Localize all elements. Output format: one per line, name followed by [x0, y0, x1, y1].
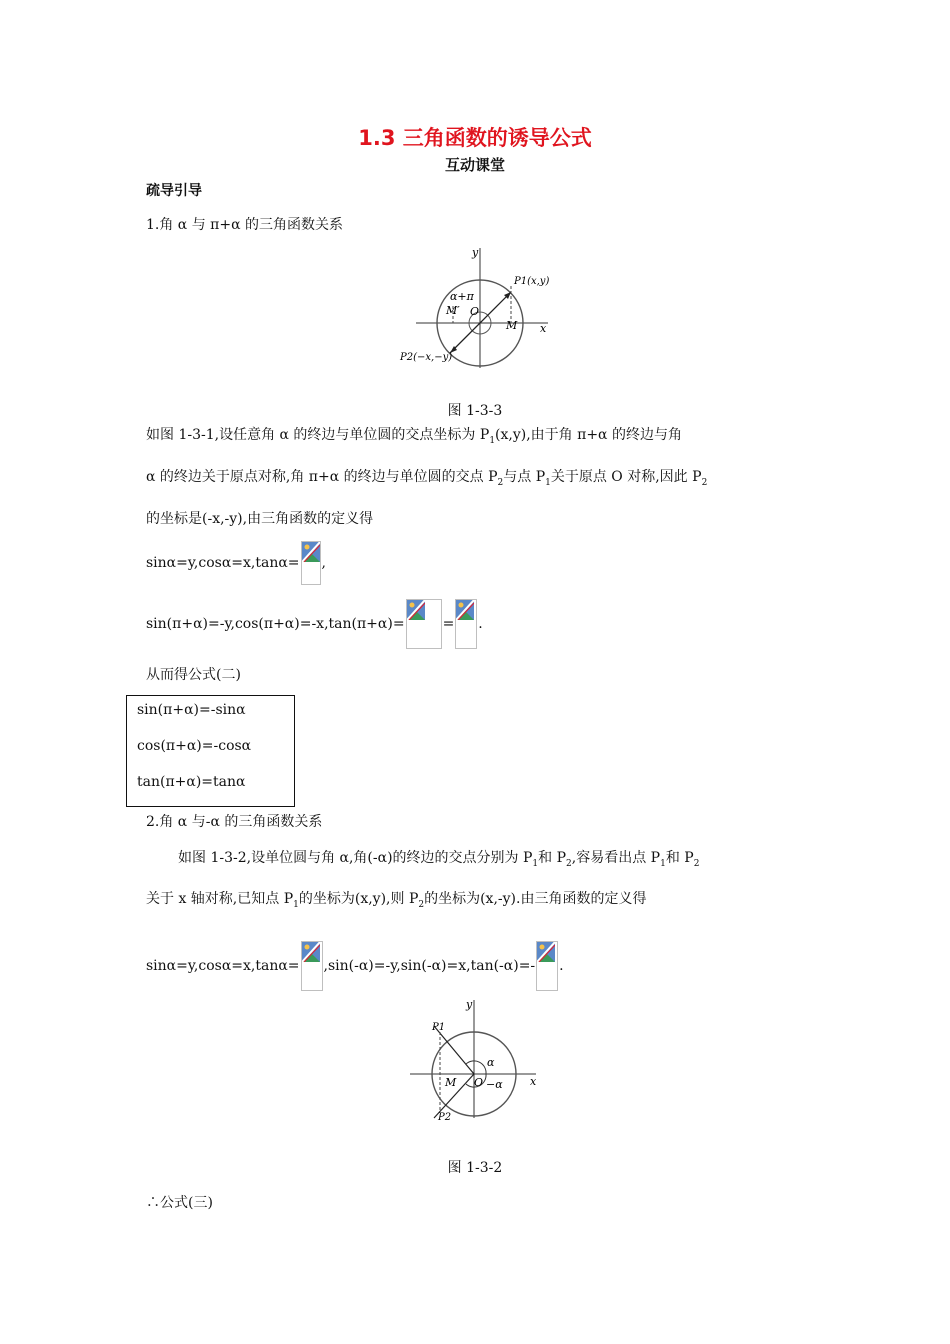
fig1-label-x: x: [540, 322, 547, 335]
figure-1-3-3: [396, 240, 556, 375]
fig1-label-O: O: [470, 305, 480, 318]
fig1-label-M-prime: M′: [446, 304, 460, 317]
formula-3-intro: ∴公式(三): [146, 1195, 213, 1211]
part1-paragraph-line3: 的坐标是(-x,-y),由三角函数的定义得: [146, 511, 374, 527]
broken-image-icon: [536, 941, 558, 991]
fig2-label-y: y: [466, 998, 473, 1011]
equation-line-2: sin(π+α)=-y,cos(π+α)=-x,tan(π+α)= = .: [146, 598, 483, 650]
part1-heading: 1.角 α 与 π+α 的三角函数关系: [146, 217, 343, 233]
page-title: 1.3 三角函数的诱导公式: [358, 126, 592, 150]
formula-line: cos(π+α)=-cosα: [137, 738, 252, 754]
part2-heading: 2.角 α 与-α 的三角函数关系: [146, 814, 323, 830]
formula-2-intro: 从而得公式(二): [146, 667, 241, 683]
formula-2-box: [126, 695, 295, 807]
fig1-label-P2: P2(−x,−y): [400, 352, 453, 363]
fig2-label-neg-alpha: −α: [486, 1078, 503, 1091]
equation-line-3: sinα=y,cosα=x,tanα= ,sin(-α)=-y,sin(-α)=x,tan(-α)=- .: [146, 940, 564, 992]
fig2-label-M: M: [445, 1076, 457, 1089]
fig2-label-alpha: α: [487, 1056, 495, 1069]
part1-paragraph-line2: α 的终边关于原点对称,角 π+α 的终边与单位圆的交点 $P_2$与点 $P_1$关于原点 O 对称,因此 $P_2$: [146, 469, 708, 488]
page-subtitle: 互动课堂: [444, 156, 505, 174]
section-heading: 疏导引导: [146, 183, 202, 199]
fig1-label-P1: P1(x,y): [514, 276, 550, 287]
figure-1-3-2-caption: 图 1-3-2: [447, 1160, 503, 1176]
formula-line: tan(π+α)=tanα: [137, 774, 246, 790]
figure-1-3-2: [406, 996, 546, 1126]
formula-line: sin(π+α)=-sinα: [137, 702, 246, 718]
fig2-label-P2: P2: [438, 1112, 452, 1123]
fig2-label-O: O: [474, 1076, 484, 1089]
figure-1-3-3-caption: 图 1-3-3: [447, 403, 503, 419]
broken-image-icon: [406, 599, 442, 649]
broken-image-icon: [455, 599, 477, 649]
fig1-label-angle: α+π: [450, 290, 474, 303]
fig1-label-y: y: [472, 246, 479, 259]
broken-image-icon: [301, 941, 323, 991]
equation-line-1: sinα=y,cosα=x,tanα= ,: [146, 538, 326, 588]
part1-paragraph-line1: 如图 1-3-1,设任意角 α 的终边与单位圆的交点坐标为 $P_1(x,y)$,由于角 π+α 的终边与角: [146, 427, 682, 446]
part2-paragraph-line1: 如图 1-3-2,设单位圆与角 α,角(-α)的终边的交点分别为 $P_1$和 $P_2$,容易看出点 $P_1$和 $P_2$: [178, 850, 700, 869]
fig2-label-x: x: [530, 1075, 537, 1088]
fig1-label-M: M: [506, 319, 518, 332]
fig2-label-P1: P1: [432, 1022, 446, 1033]
part2-paragraph-line2: 关于 x 轴对称,已知点 $P_1$的坐标为(x,y),则 $P_2$的坐标为(x,-y).由三角函数的定义得: [146, 891, 647, 910]
broken-image-icon: [301, 541, 321, 585]
